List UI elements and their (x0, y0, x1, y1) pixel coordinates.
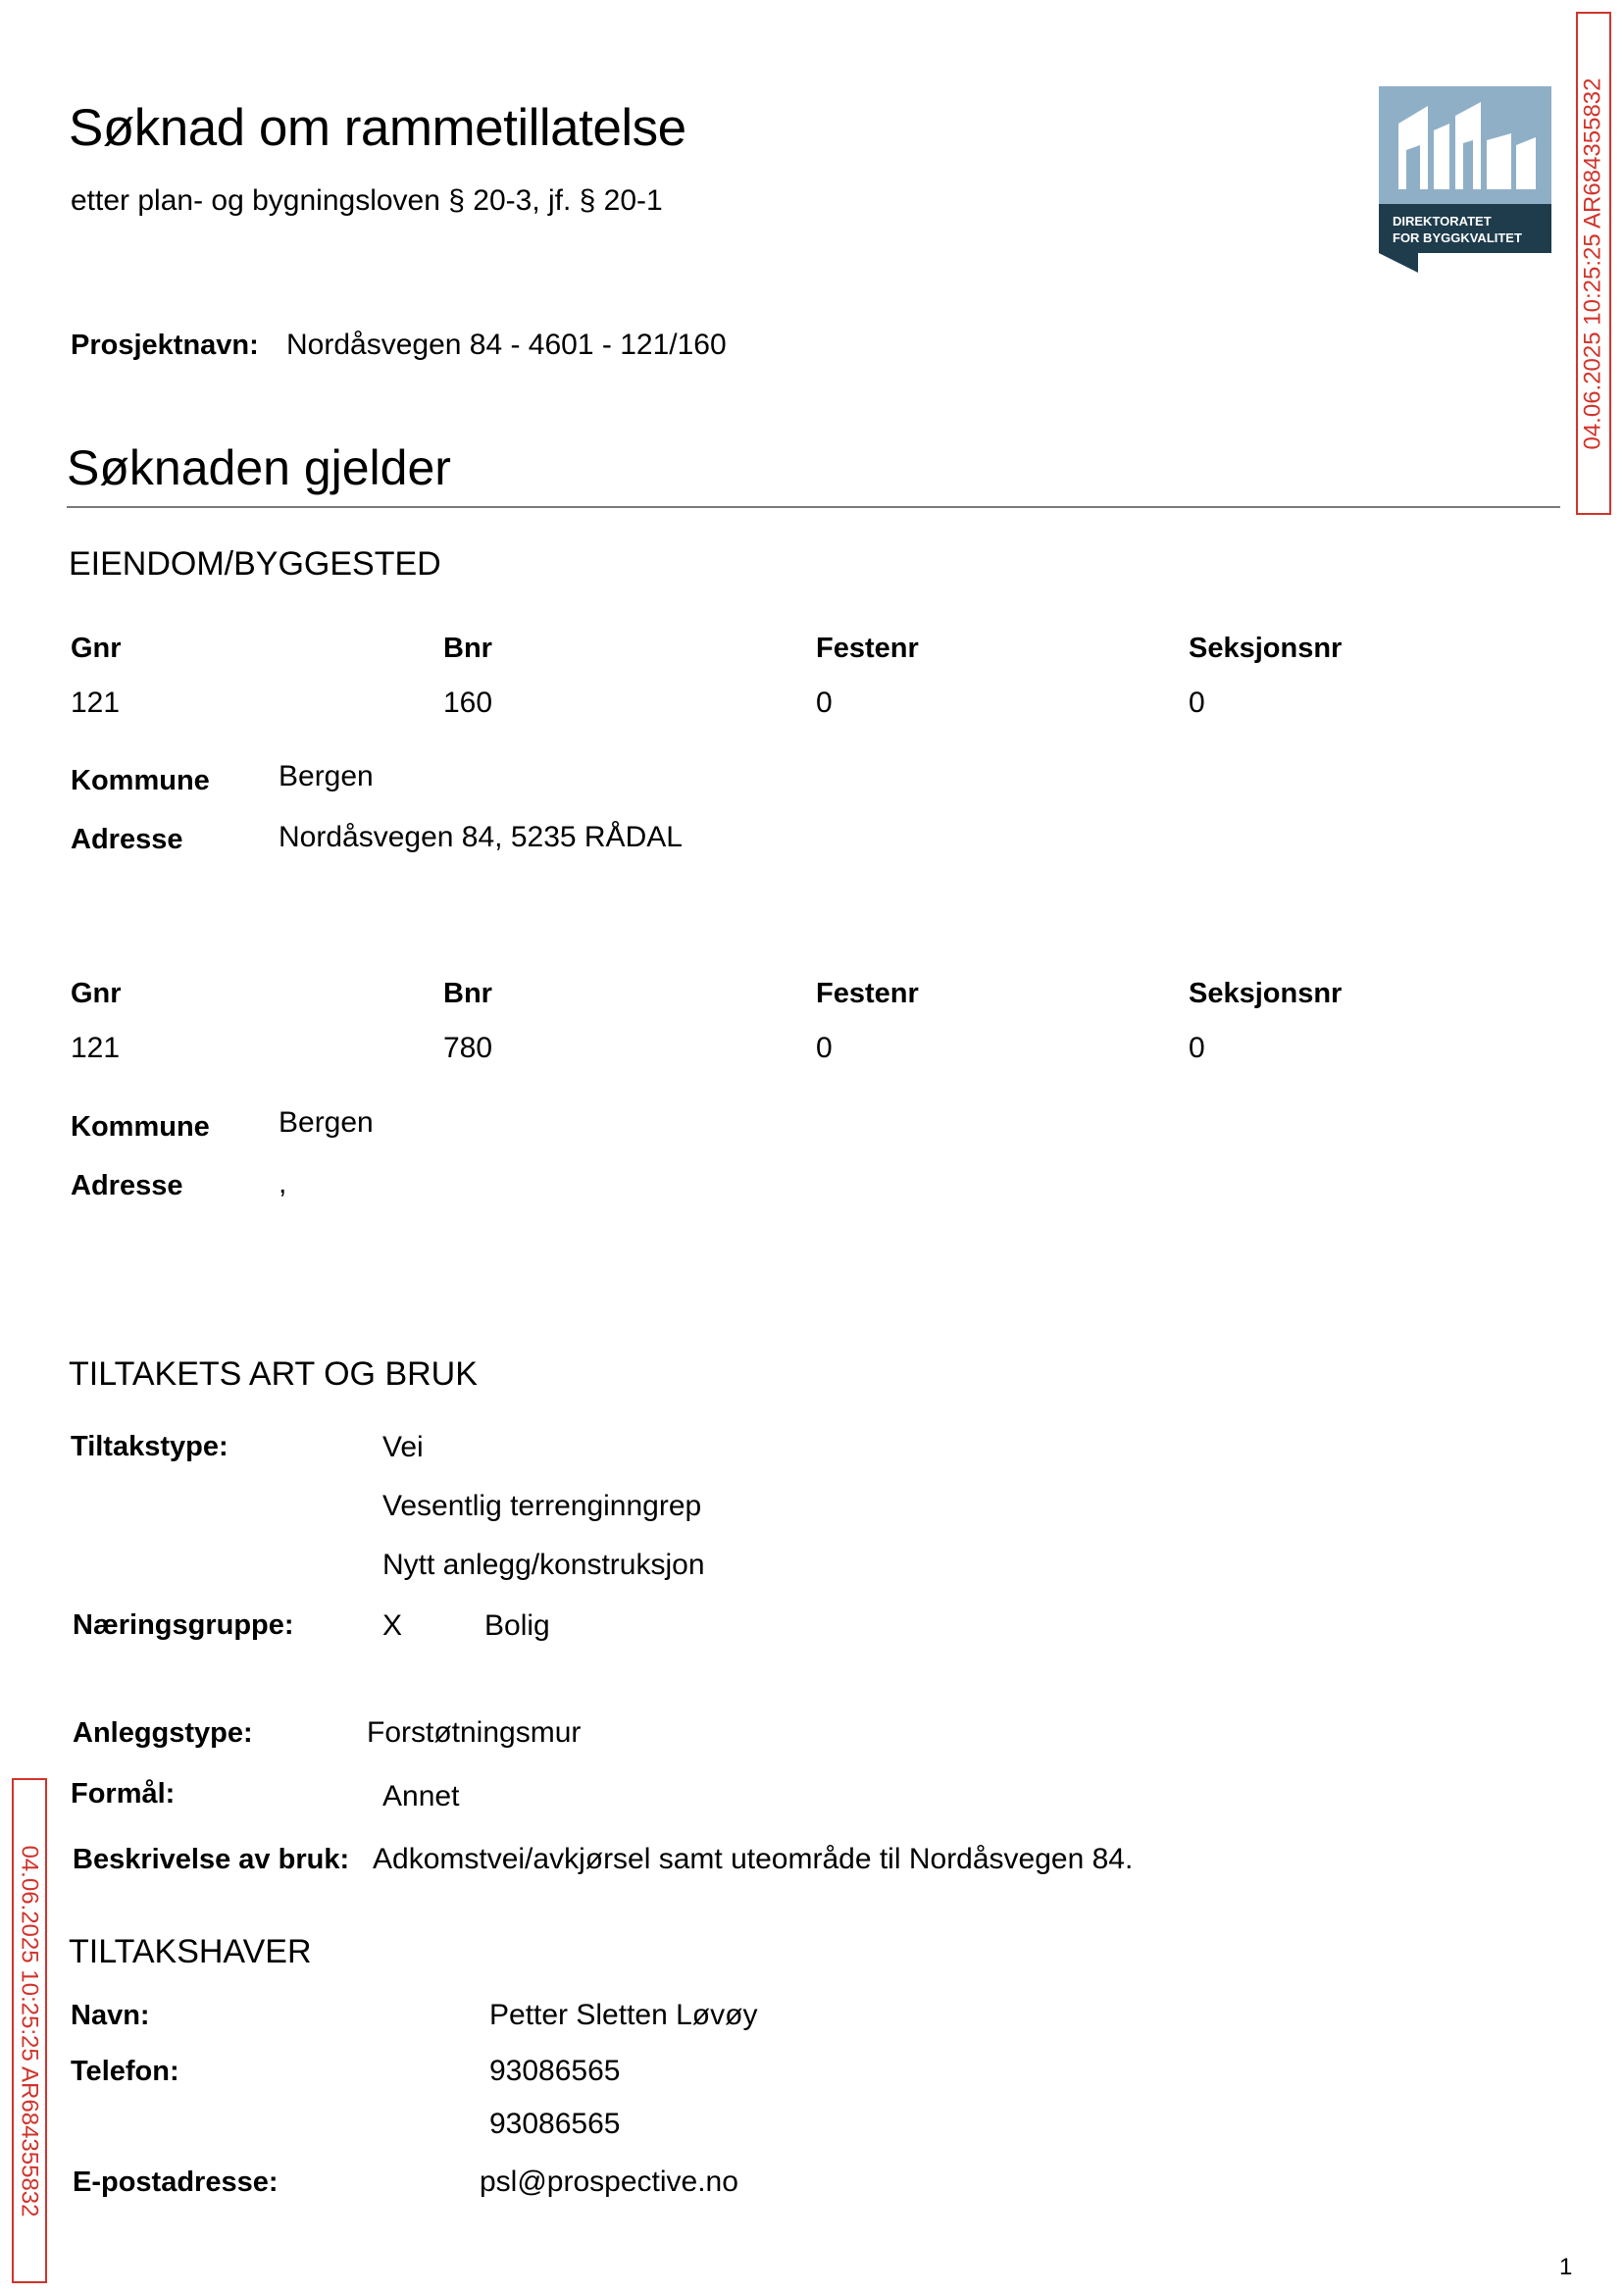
navn-value: Petter Sletten Løvøy (489, 1999, 758, 2031)
seksjonsnr-value-2: 0 (1189, 1032, 1205, 1064)
tiltakstype-label: Tiltakstype: (71, 1431, 228, 1462)
logo-text-1: DIREKTORATET (1393, 214, 1492, 229)
festenr-label-1: Festenr (816, 633, 919, 664)
stamp-left (12, 1778, 47, 2283)
seksjonsnr-value-1: 0 (1189, 687, 1205, 719)
naeringsgruppe-code: X (382, 1609, 403, 1642)
adresse-label-2: Adresse (71, 1170, 183, 1201)
logo-text-2: FOR BYGGKVALITET (1393, 230, 1522, 245)
telefon-label: Telefon: (71, 2056, 179, 2087)
project-label: Prosjektnavn: (71, 330, 259, 361)
festenr-value-2: 0 (816, 1032, 833, 1064)
festenr-value-1: 0 (816, 687, 833, 719)
dibk-logo (1379, 86, 1551, 273)
adresse-label-1: Adresse (71, 824, 183, 855)
adresse-value-1: Nordåsvegen 84, 5235 RÅDAL (279, 821, 683, 853)
document-title: Søknad om rammetillatelse (69, 99, 686, 157)
beskrivelse-value: Adkomstvei/avkjørsel samt uteområde til Nordåsvegen 84. (373, 1843, 1134, 1875)
bnr-label-2: Bnr (443, 978, 492, 1009)
adresse-value-2: , (279, 1167, 287, 1199)
telefon-value-1: 93086565 (489, 2055, 621, 2087)
tiltakstype-value-2: Vesentlig terrenginngrep (382, 1490, 702, 1522)
bnr-value-2: 780 (443, 1032, 493, 1064)
gnr-label-2: Gnr (71, 978, 122, 1009)
stamp-top-text: 04.06.2025 10:25:25 AR684355832 (1580, 76, 1606, 450)
bnr-value-1: 160 (443, 687, 493, 719)
project-value: Nordåsvegen 84 - 4601 - 121/160 (286, 329, 727, 361)
section-heading-applies: Søknaden gjelder (67, 440, 451, 495)
kommune-value-1: Bergen (279, 760, 374, 792)
gnr-value-1: 121 (71, 687, 121, 719)
beskrivelse-label: Beskrivelse av bruk: (73, 1844, 350, 1875)
formal-label: Formål: (71, 1778, 176, 1810)
gnr-label-1: Gnr (71, 633, 122, 664)
seksjonsnr-label-2: Seksjonsnr (1189, 978, 1343, 1009)
property-heading: EIENDOM/BYGGESTED (69, 545, 441, 583)
epost-label: E-postadresse: (73, 2167, 279, 2198)
stamp-top (1576, 12, 1611, 515)
tiltakstype-value-1: Vei (382, 1431, 424, 1463)
telefon-value-2: 93086565 (489, 2108, 621, 2140)
anleggstype-value: Forstøtningsmur (367, 1716, 582, 1749)
applicant-heading: TILTAKSHAVER (69, 1933, 312, 1970)
bnr-label-1: Bnr (443, 633, 492, 664)
naeringsgruppe-label: Næringsgruppe: (73, 1609, 294, 1641)
formal-value: Annet (382, 1780, 460, 1812)
festenr-label-2: Festenr (816, 978, 919, 1009)
naeringsgruppe-value: Bolig (484, 1609, 550, 1642)
kommune-label-1: Kommune (71, 765, 210, 796)
tiltakstype-value-3: Nytt anlegg/konstruksjon (382, 1549, 705, 1581)
anleggstype-label: Anleggstype: (73, 1717, 253, 1749)
navn-label: Navn: (71, 2000, 150, 2031)
kommune-value-2: Bergen (279, 1106, 374, 1139)
stamp-left-text: 04.06.2025 10:25:25 AR684355832 (17, 1844, 43, 2218)
section-divider (67, 506, 1560, 508)
epost-value: psl@prospective.no (480, 2166, 738, 2198)
seksjonsnr-label-1: Seksjonsnr (1189, 633, 1343, 664)
measure-heading: TILTAKETS ART OG BRUK (69, 1355, 478, 1393)
page-number: 1 (1559, 2254, 1573, 2280)
gnr-value-2: 121 (71, 1032, 121, 1064)
document-subtitle: etter plan- og bygningsloven § 20-3, jf. § 20-1 (71, 184, 663, 217)
kommune-label-2: Kommune (71, 1111, 210, 1143)
